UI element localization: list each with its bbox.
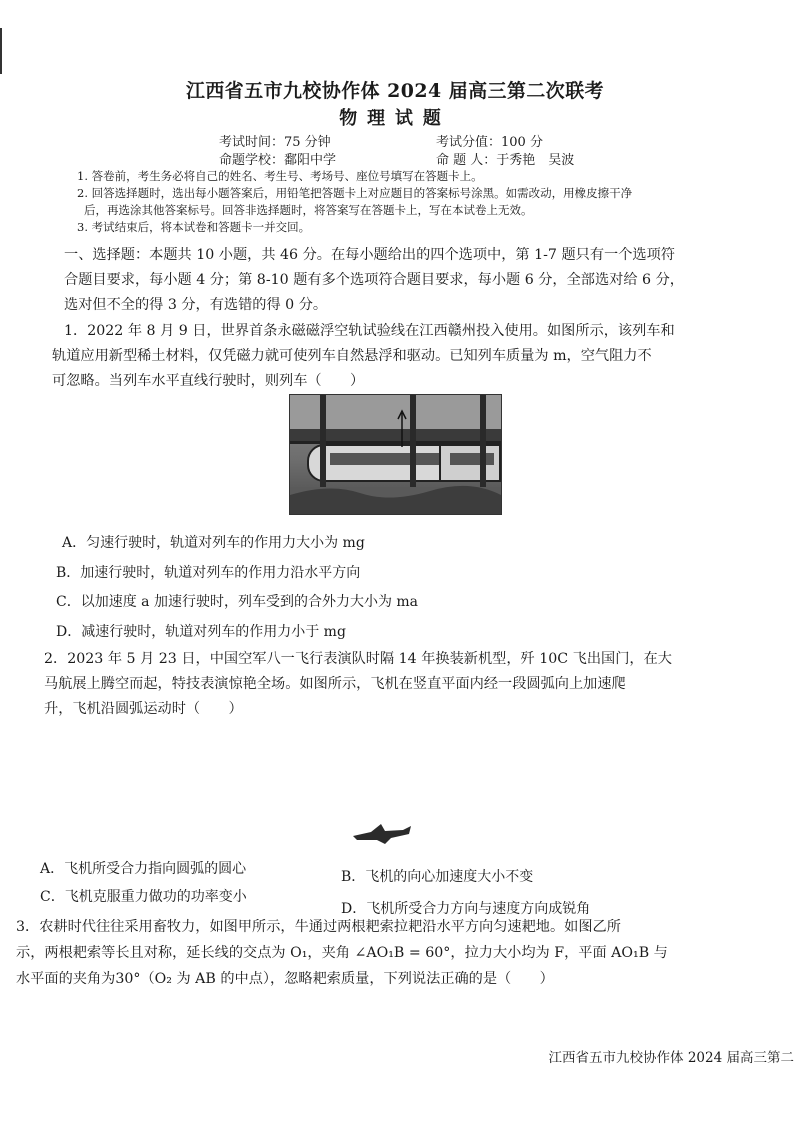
notice-line: 1. 答卷前，考生务必将自己的姓名、考生号、考场号、座位号填写在答题卡上。 xyxy=(77,169,483,183)
section-instruction: 合题目要求，每小题 4 分；第 8-10 题有多个选项符合题目要求，每小题 6 分，全部选对给 6 分， xyxy=(64,272,684,288)
question-1-text: 1．2022 年 8 月 9 日，世界首条永磁磁浮空轨试验线在江西赣州投入使用。如图所示，该列车和 xyxy=(64,323,675,339)
question-3-text: 示，两根耙索等长且对称，延长线的交点为 O₁，夹角 ∠AO₁B = 60°，拉力大小均为 F，平面 AO₁B 与 xyxy=(16,945,668,961)
question-1-text: 轨道应用新型稀土材料，仅凭磁力就可使列车自然悬浮和驱动。已知列车质量为 m，空气阻力不 xyxy=(52,348,652,364)
exam-authors: 命 题 人：于秀艳 吴波 xyxy=(436,153,575,168)
notice-line: 3. 考试结束后，将本试卷和答题卡一并交回。 xyxy=(77,220,311,234)
q1-option-a: A．匀速行驶时，轨道对列车的作用力大小为 mg xyxy=(62,535,365,551)
maglev-train-illustration xyxy=(290,395,501,514)
page-footer: 江西省五市九校协作体 2024 届高三第二 xyxy=(548,1050,794,1066)
exam-title: 江西省五市九校协作体 2024 届高三第二次联考 xyxy=(186,80,605,102)
exam-score: 考试分值：100 分 xyxy=(436,135,543,150)
page-edge-mark xyxy=(0,28,12,74)
exam-school: 命题学校：鄱阳中学 xyxy=(219,153,337,168)
q1-option-c: C．以加速度 a 加速行驶时，列车受到的合外力大小为 ma xyxy=(56,594,419,610)
exam-time: 考试时间：75 分钟 xyxy=(219,135,331,150)
q1-option-d: D．减速行驶时，轨道对列车的作用力小于 mg xyxy=(56,624,346,640)
question-2-text: 2．2023 年 5 月 23 日，中国空军八一飞行表演队时隔 14 年换装新机型，歼 10C 飞出国门，在大 xyxy=(44,651,672,667)
question-1-text: 可忽略。当列车水平直线行驶时，则列车（ ） xyxy=(52,373,365,389)
question-2-text: 马航展上腾空而起，特技表演惊艳全场。如图所示，飞机在竖直平面内经一段圆弧向上加速爬 xyxy=(44,676,626,692)
question-2-text: 升，飞机沿圆弧运动时（ ） xyxy=(44,701,243,717)
exam-subtitle: 物理试题 xyxy=(339,108,451,129)
fighter-jet-icon xyxy=(351,822,413,850)
maglev-train-photo xyxy=(289,394,502,515)
q2-option-c: C．飞机克服重力做功的功率变小 xyxy=(40,889,247,905)
question-3-text: 水平面的夹角为30°（O₂ 为 AB 的中点），忽略耙索质量，下列说法正确的是（ ） xyxy=(16,971,554,987)
section-instruction: 一、选择题：本题共 10 小题，共 46 分。在每小题给出的四个选项中，第 1-7 题只有一个选项符 xyxy=(64,247,675,263)
question-3-text: 3．农耕时代往往采用畜牧力，如图甲所示，牛通过两根耙索拉耙沿水平方向匀速耙地。如图乙所 xyxy=(16,919,621,935)
q2-option-d: D．飞机所受合力方向与速度方向成锐角 xyxy=(341,901,591,917)
q2-option-a: A．飞机所受合力指向圆弧的圆心 xyxy=(40,861,247,877)
notice-line: 后，再选涂其他答案标号。回答非选择题时，将答案写在答题卡上，写在本试卷上无效。 xyxy=(84,203,533,217)
section-instruction: 选对但不全的得 3 分，有选错的得 0 分。 xyxy=(64,297,328,313)
notice-line: 2. 回答选择题时，选出每小题答案后，用铅笔把答题卡上对应题目的答案标号涂黑。如需改动，用橡皮擦干净 xyxy=(77,186,633,200)
q1-option-b: B．加速行驶时，轨道对列车的作用力沿水平方向 xyxy=(56,565,361,581)
q2-option-b: B．飞机的向心加速度大小不变 xyxy=(341,869,534,885)
